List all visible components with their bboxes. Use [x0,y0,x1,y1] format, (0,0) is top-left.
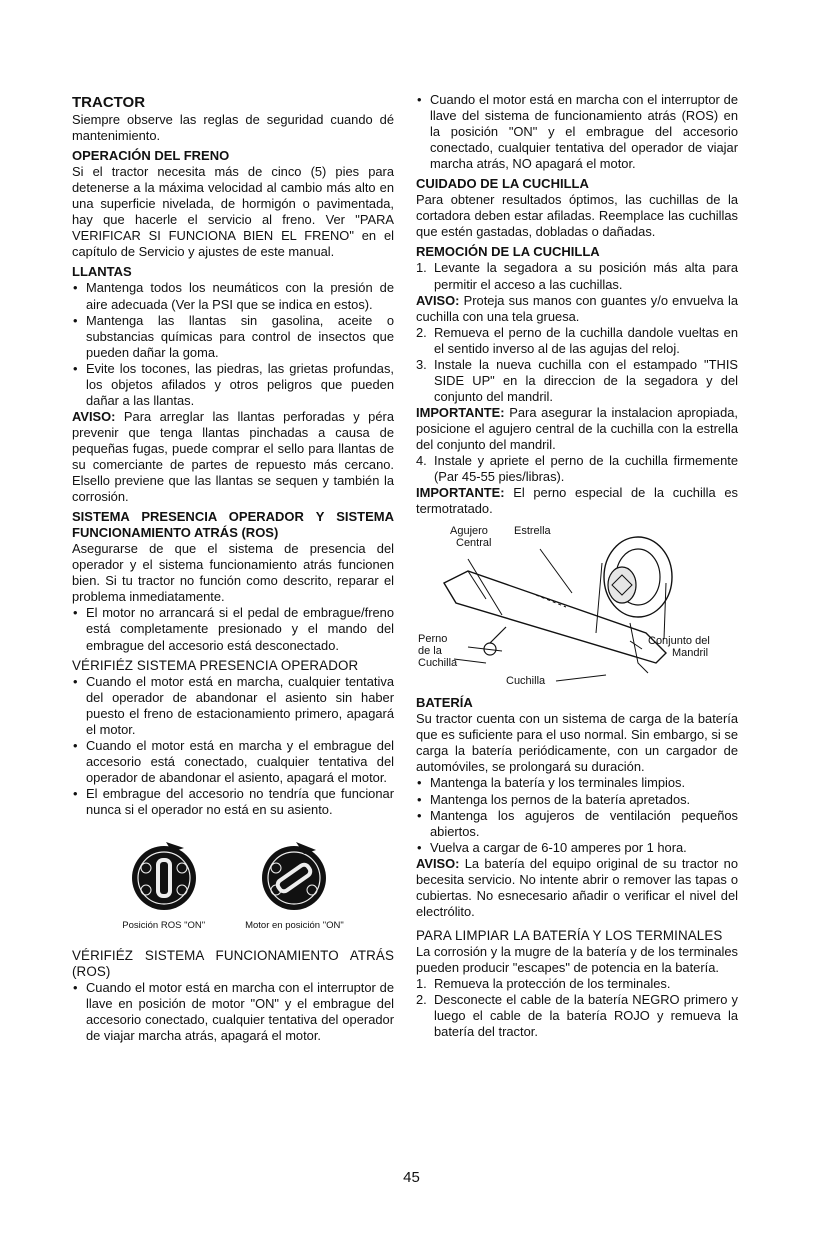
remocion-steps-c [416,453,738,485]
tractor-paragraph: Siempre observe las reglas de seguridad cuando dé mantenimiento. [72,112,394,144]
figure-caption: Motor en posición "ON" [245,920,344,932]
label-mandril: Mandril [672,647,709,660]
section-title-bateria: BATERÍA [416,695,473,711]
list-item: • Mantenga todos los neumáticos con la presión de aire adecuada (Ver la PSI que se indica en estos). [72,280,394,312]
aviso-label: AVISO: [416,855,460,871]
ros-continued-list [416,92,738,172]
section-title-remocion: REMOCIÓN DE LA CUCHILLA [416,244,600,260]
motor-key-switch-illustration [256,838,332,914]
label-perno-cuchilla: Cuchilla [418,657,458,670]
verif-presencia-list [72,674,394,818]
remocion-steps-b [416,325,738,405]
list-item: • Cuando el motor está en marcha con el interruptor de llave en posición de motor "ON" y el embrague del accesorio conectado, cualquier tentativa del operador de viajar marcha atrás, apagará el motor. [72,980,394,1044]
list-item: • Mantenga la batería y los terminales limpios. [416,775,738,791]
list-item: • Cuando el motor está en marcha y el embrague del accesorio está conectado, cualquier tentativa del operador de abandonar el asiento, apagará el motor. [72,738,394,786]
list-item: 1. Remueva la protección de los terminales. [416,976,671,992]
list-item: • El motor no arrancará si el pedal de embrague/freno está completamente presionado y el mando del embrague del accesorio está desconectado. [72,605,394,653]
importante-text: Para asegurar la instalacion apropiada, posicione el agujero central de la cuchilla con la estrella del conjunto del mandril. [416,404,738,452]
figure-caption: Posición ROS "ON" [122,920,206,932]
list-item: 2. Remueva el perno de la cuchilla dandole vueltas en el sentido inverso al de las agujas del reloj. [416,324,738,356]
llantas-list [72,280,394,408]
aviso-paragraph [416,856,738,920]
bateria-paragraph: Su tractor cuenta con un sistema de carga de la batería que es suficiente para el uso normal. Sin embargo, si se carga la batería periódicamente, con un cargador de automóviles, se prolongará su duración. [416,711,738,775]
importante-label: IMPORTANTE: [416,485,505,501]
list-item: • Evite los tocones, las piedras, las grietas profundas, los objetos afilados y otros peligros que pueden dañar a las llantas. [72,361,394,409]
page-number: 45 [403,1169,420,1186]
list-item: 1. Levante la segadora a su posición más alta para permitir el acceso a las cuchillas. [416,260,738,292]
section-title-llantas: LLANTAS [72,264,132,280]
aviso-label: AVISO: [416,292,460,308]
limpiar-paragraph: La corrosión y la mugre de la batería y de los terminales pueden producir "escapes" de potencia en la batería. [416,943,738,975]
label-conjunto: Conjunto del [648,635,710,648]
label-perno-de-la: de la [418,645,442,658]
remocion-steps-a [416,260,738,292]
label-central: Central [456,537,492,550]
list-item: • Mantenga los agujeros de ventilación pequeños abiertos. [416,808,738,840]
ros-list [72,605,394,653]
aviso-paragraph [416,293,738,325]
figure-ros-on [122,838,205,934]
verif-ros-list [72,980,394,1044]
aviso-label: AVISO: [72,408,116,424]
list-item: • El embrague del accesorio no tendría que funcionar nunca si el operador no está en su asiento. [72,786,394,818]
list-item: 3. Instale la nueva cuchilla con el estampado "THIS SIDE UP" en la direccion de la segadora y del conjunto del mandril. [416,356,738,404]
label-perno: Perno [418,633,448,646]
label-agujero: Agujero [450,525,488,538]
list-item: • Mantenga los pernos de la batería apretados. [416,792,738,808]
list-item: 4. Instale y apriete el perno de la cuchilla firmemente (Par 45-55 pies/libras). [416,453,738,485]
list-item: • Vuelva a cargar de 6-10 amperes por 1 hora. [416,840,738,856]
section-title-verif-ros: VÉRIFIÉZ SISTEMA FUNCIONAMIENTO ATRÁS (ROS) [72,948,394,980]
left-column [72,92,394,1044]
section-title-ros: SISTEMA PRESENCIA OPERADOR Y SISTEMA FUNCIONAMIENTO ATRÁS (ROS) [72,509,394,541]
aviso-text: La batería del equipo original de su tractor no becesita servicio. No intente abrir o remover las tapas o cubiertas. No esnecesario añadir o verificar el nivel del electrólito. [416,855,738,919]
ros-key-switch-illustration [126,838,202,914]
importante-text: El perno especial de la cuchilla es termotratado. [416,485,738,517]
right-column [416,92,738,1040]
cuidado-paragraph: Para obtener resultados óptimos, las cuchillas de la cortadora deben estar afiladas. Reemplace las cuchillas que estén gastadas, dobladas o dañadas. [416,192,738,240]
aviso-text: Para arreglar las llantas perforadas y péra prevenir que tenga llantas pinchadas a causa de pequeñas fugas, puede comprar el sello para llantas de su comerciante de partes de repuesto más cercano. Elsello previene que las llantas se sequen y también la corrosión. [72,408,394,505]
list-item: • Cuando el motor está en marcha, cualquier tentativa del operador de abandonar el asiento sin haber puesto el freno de estacionamiento primero, apagará el motor. [72,674,394,738]
importante-label: IMPORTANTE: [416,404,505,420]
ros-paragraph: Asegurarse de que el sistema de presencia del operador y el sistema funcionamiento atrás funcionen bien. Si tu tractor no función como descrito, reparar el problema inmediatamente. [72,541,394,605]
key-switch-figures [72,838,394,934]
list-item: 2. Desconecte el cable de la batería NEGRO primero y luego el cable de la batería ROJO y remueva la batería del tractor. [416,992,738,1040]
section-title-cuidado: CUIDADO DE LA CUCHILLA [416,176,589,192]
label-cuchilla: Cuchilla [506,675,546,688]
section-title-verif-presencia: VÉRIFIÉZ SISTEMA PRESENCIA OPERADOR [72,657,359,673]
aviso-text: Proteja sus manos con guantes y/o envuelva la cuchilla con una tela gruesa. [416,292,738,324]
bateria-list [416,775,738,855]
section-title-freno: OPERACIÓN DEL FRENO [72,148,230,164]
blade-diagram [416,523,738,691]
section-title-tractor: TRACTOR [72,94,146,111]
label-estrella: Estrella [514,525,551,538]
importante-paragraph [416,485,738,517]
list-item: • Cuando el motor está en marcha con el interruptor de llave del sistema de funcionamiento atrás (ROS) en la posición "ON" y el embrague del accesorio conectado, cualquier tentativa del operador de viajar marcha atrás, NO apagará el motor. [416,92,738,172]
aviso-paragraph [72,409,394,505]
limpiar-steps [416,976,738,1040]
freno-paragraph: Si el tractor necesita más de cinco (5) pies para detenerse a la máxima velocidad al cambio más alto en una superficie nivelada, de hormigón o pavimentada, hay que hacerle el servicio al freno. Ver "PARA VERIFICAR SI FUNCIONA BIEN EL FRENO" en el capítulo de Servicio y ajustes de este manual. [72,164,394,260]
list-item: • Mantenga las llantas sin gasolina, aceite o substancias químicas para control de insectos que pueden dañar la goma. [72,313,394,361]
figure-motor-on [245,838,344,934]
importante-paragraph [416,405,738,453]
section-title-limpiar: PARA LIMPIAR LA BATERÍA Y LOS TERMINALES [416,927,723,943]
